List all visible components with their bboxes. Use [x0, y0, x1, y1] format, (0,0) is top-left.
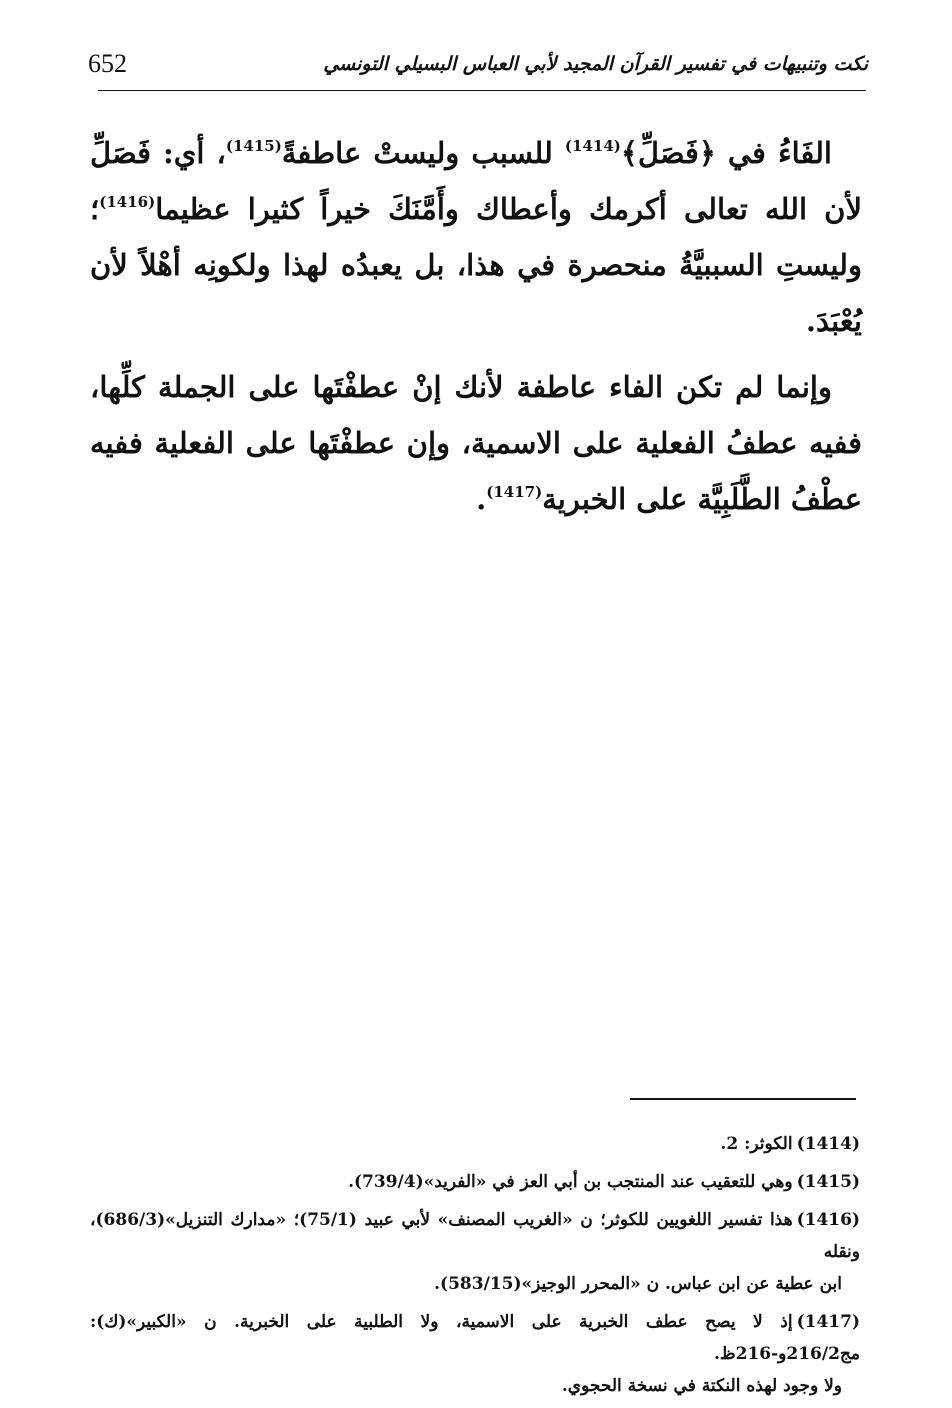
footnote-number: (1417)	[796, 1312, 860, 1332]
footnote-ref-1415[interactable]: (1415)	[225, 137, 282, 155]
paragraph-2-text-a: وإنما لم تكن الفاء عاطفة لأنك إنْ عطفْتَها على الجملة كلِّها، ففيه عطفُ الفعلية على الاسمية، وإن عطفْتَها على الفعلية ففيه عطْفُ الطَّلَبِيَّة على الخبرية	[90, 370, 862, 516]
paragraph-2-text-b: .	[476, 482, 487, 516]
footnote-ref-1416[interactable]: (1416)	[99, 193, 156, 211]
footnote-text: الكوثر: 2.	[720, 1134, 793, 1154]
footnote-number: (1416)	[796, 1210, 860, 1230]
paragraph-1	[90, 125, 862, 349]
footnote-text: هذا تفسير اللغويين للكوثر؛ ن «الغريب المصنف» لأبي عبيد (75/1)؛ «مدارك التنزيل»(686/3)، ونقله	[90, 1210, 860, 1262]
page-header	[88, 42, 868, 86]
running-title: نكت وتنبيهات في تفسير القرآن المجيد لأبي العباس البسيلي التونسي	[323, 53, 868, 75]
paragraph-2	[90, 359, 862, 527]
main-text	[90, 125, 862, 537]
footnote-continuation: ولا وجود لهذه النكتة في نسخة الحجوي.	[561, 1376, 842, 1396]
footnote-text: وهي للتعقيب عند المنتجب بن أبي العز في «الفريد»(739/4).	[348, 1172, 793, 1192]
footnote-1414	[90, 1128, 860, 1160]
footnote-1417	[90, 1306, 860, 1402]
footnote-1416	[90, 1204, 860, 1300]
footnote-1415	[90, 1166, 860, 1198]
footnote-number: (1414)	[796, 1134, 860, 1154]
footnote-continuation: ابن عطية عن ابن عباس. ن «المحرر الوجيز»(583/15).	[434, 1274, 842, 1294]
paragraph-1-text-b: للسبب وليستْ عاطفةً	[281, 136, 565, 170]
paragraph-1-text-d: ؛ وليستِ السببيَّةُ منحصرة في هذا، بل يعبدُه لهذا ولكونِه أهْلاً لأن يُعْبَدَ.	[90, 192, 862, 338]
footnote-number: (1415)	[796, 1172, 860, 1192]
paragraph-1-text-c: ، أي: فَصَلِّ لأن الله تعالى أكرمك وأعطاك وأَمَّنَكَ خيراً كثيرا عظيما	[90, 136, 862, 226]
paragraph-1-text-a: الفَاءُ في ﴿فَصَلِّ﴾	[620, 136, 832, 170]
footnote-ref-1417[interactable]: (1417)	[486, 483, 543, 501]
footnote-text: إذ لا يصح عطف الخبرية على الاسمية، ولا الطلبية على الخبرية. ن «الكبير»(ك): مج216/2و-216ظ.	[90, 1312, 860, 1364]
footnote-ref-1414[interactable]: (1414)	[564, 137, 621, 155]
header-rule	[98, 90, 866, 91]
footnotes-section	[90, 1128, 860, 1408]
page-number: 652	[88, 49, 127, 78]
footnote-separator	[630, 1098, 856, 1100]
